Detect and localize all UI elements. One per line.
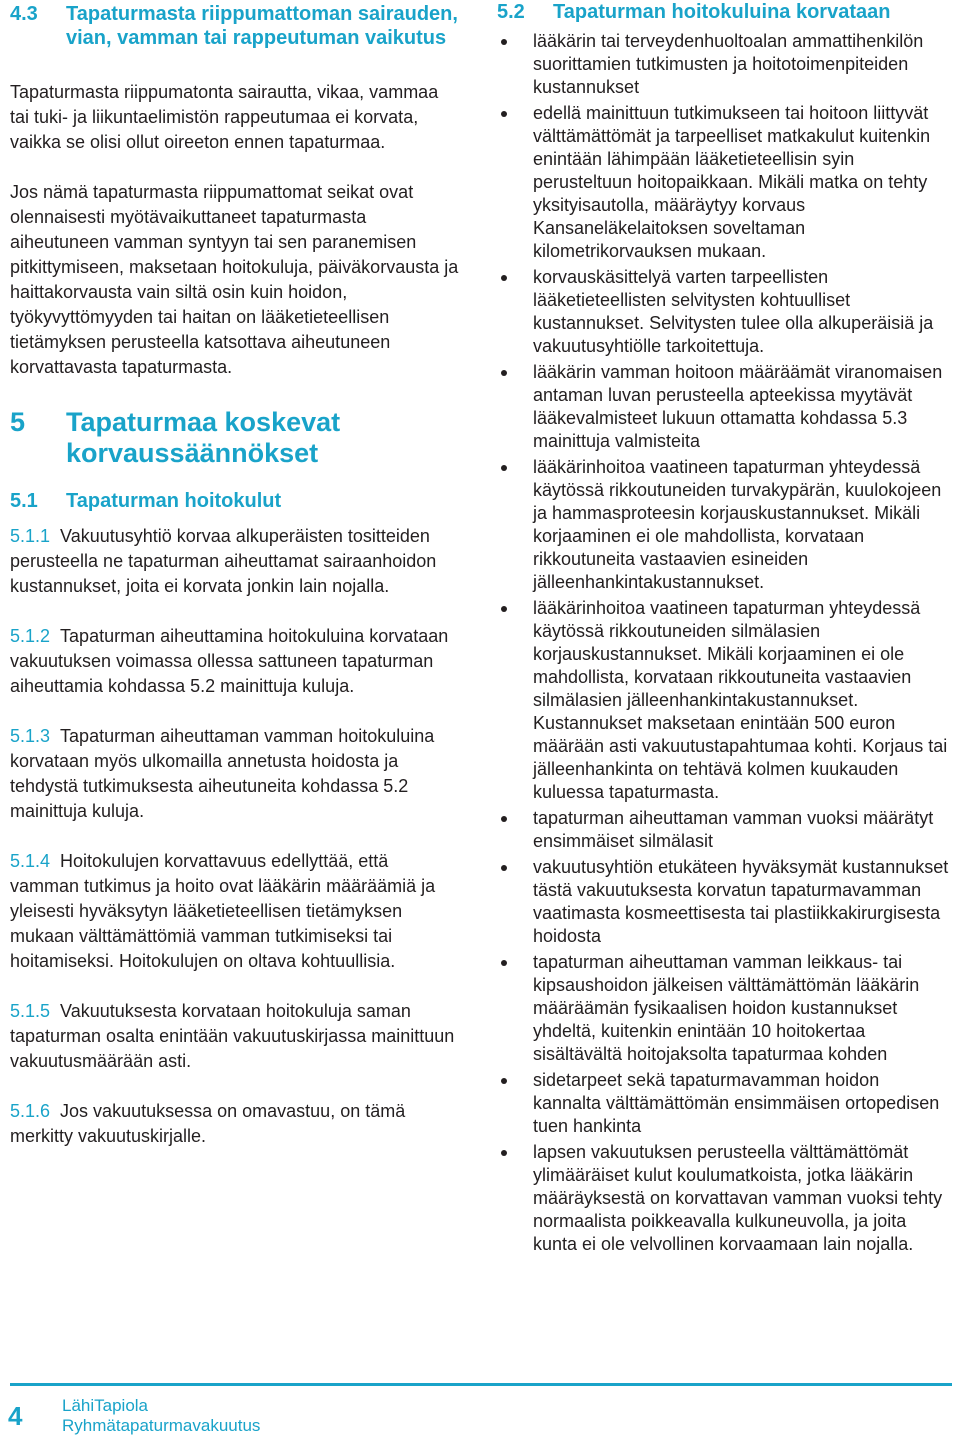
numbered-paragraph	[10, 524, 462, 599]
paragraph-text: Tapaturman aiheuttamina hoitokuluina korvataan vakuutuksen voimassa ollessa sattuneen tapaturman aiheuttamia kohdassa 5.2 mainittuja kuluja.	[10, 626, 449, 696]
left-column	[10, 0, 462, 1149]
bullet-icon	[501, 960, 507, 966]
numbered-paragraph	[10, 724, 462, 824]
brand-name: LähiTapiola	[62, 1396, 149, 1415]
list-item	[497, 951, 952, 1066]
numbered-paragraph	[10, 624, 462, 699]
bullet-icon	[501, 1078, 507, 1084]
list-item-text: tapaturman aiheuttaman vamman vuoksi määrätyt ensimmäiset silmälasit	[533, 808, 934, 851]
bullet-icon	[501, 816, 507, 822]
paragraph-text: Vakuutusyhtiö korvaa alkuperäisten tositteiden perusteella ne tapaturman aiheuttamat sairaanhoidon kustannukset, joita ei korvata jonkin lain nojalla.	[10, 526, 437, 596]
paragraph-number: 5.1.5	[10, 1001, 51, 1021]
section-5-heading	[10, 407, 462, 469]
paragraph-number: 5.1.3	[10, 726, 51, 746]
list-item	[497, 1141, 952, 1256]
bullet-list	[497, 30, 952, 1256]
paragraph-text: Jos vakuutuksessa on omavastuu, on tämä merkitty vakuutuskirjalle.	[10, 1101, 406, 1146]
paragraph-text: Hoitokulujen korvattavuus edellyttää, että vamman tutkimus ja hoito ovat lääkärin määräämiä ja yleisesti hyväksytyn lääketieteellisen tietämyksen mukaan välttämättömiä vamman tutkimiseksi tai hoitamiseksi. Hoitokulujen on oltava kohtuullisia.	[10, 851, 436, 971]
bullet-icon	[501, 39, 507, 45]
section-5-2-heading	[497, 0, 952, 24]
list-item-text: lapsen vakuutuksen perusteella välttämättömät ylimääräiset kulut koulumatkoista, jotka lääkärin määräyksestä on korvattavan vamman vuoksi tehty normaalista poikkeavalla kulkuneuvolla, ja joita kunta ei ole velvollinen korvaamaan lain nojalla.	[533, 1142, 943, 1254]
section-title: Tapaturmasta riippumattoman sairauden, vian, vamman tai rappeutuman vaikutus	[66, 3, 458, 49]
list-item	[497, 361, 952, 453]
bullet-icon	[501, 465, 507, 471]
section-5-1-heading	[10, 489, 462, 514]
list-item	[497, 856, 952, 948]
bullet-icon	[501, 111, 507, 117]
section-number: 4.3	[10, 3, 38, 25]
list-item	[497, 807, 952, 853]
footer-divider	[10, 1383, 952, 1386]
paragraph-text: Vakuutuksesta korvataan hoitokuluja saman tapaturman osalta enintään vakuutuskirjassa mainittuun vakuutusmäärään asti.	[10, 1001, 455, 1071]
section-number: 5	[10, 407, 26, 437]
list-item	[497, 102, 952, 263]
section-title: Tapaturman hoitokuluina korvataan	[553, 1, 891, 23]
paragraph: Jos nämä tapaturmasta riippumattomat seikat ovat olennaisesti myötävaikuttaneet tapaturmasta aiheutuneen vamman syntyyn tai sen paranemisen pitkittymiseen, maksetaan hoitokuluja, päiväkorvausta ja haittakorvausta vain siltä osin kuin hoidon, työkyvyttömyyden tai haitan on lääketieteellisen tietämyksen perusteella katsottava aiheutuneen korvattavasta tapaturmasta.	[10, 182, 459, 377]
bullet-icon	[501, 865, 507, 871]
list-item-text: tapaturman aiheuttaman vamman leikkaus- tai kipsaushoidon jälkeisen välttämättömän lääkärin määräämän fysikaalisen hoidon kustannukset yhdeltä, kuitenkin enintään 10 hoitokertaa sisältävältä hoitojaksolta tapaturmaa kohden	[533, 952, 920, 1064]
section-title: Tapaturman hoitokulut	[66, 490, 282, 512]
list-item-text: vakuutusyhtiön etukäteen hyväksymät kustannukset tästä vakuutuksesta korvatun tapaturmavamman vaatimasta kosmeettisesta tai plastiikkakirurgisesta hoidosta	[533, 857, 949, 946]
bullet-icon	[501, 275, 507, 281]
page-number: 4	[8, 1401, 23, 1431]
list-item	[497, 597, 952, 804]
section-title: Tapaturmaa koskevat korvaussäännökset	[66, 407, 341, 468]
paragraph: Tapaturmasta riippumatonta sairautta, vikaa, vammaa tai tuki- ja liikuntaelimistön rappeutumaa ei korvata, vaikka se olisi ollut oireeton ennen tapaturmaa.	[10, 82, 439, 152]
list-item	[497, 1069, 952, 1138]
list-item-text: lääkärinhoitoa vaatineen tapaturman yhteydessä käytössä rikkoutuneiden silmälasien korjauskustannukset. Mikäli korjaaminen ei ole mahdollista, korvataan rikkoutuneita vastaavien silmälasien jälleenhankintakustannukset. Kustannukset maksetaan enintään 500 euron määrään asti vakuutustapahtumaa kohti. Korjaus tai jälleenhankinta on tehtävä kolmen kuukauden kuluessa tapaturmasta.	[533, 598, 948, 802]
list-item	[497, 456, 952, 594]
bullet-icon	[501, 1150, 507, 1156]
list-item-text: lääkärin tai terveydenhuoltoalan ammattihenkilön suorittamien tutkimusten ja hoitotoimenpiteiden kustannukset	[533, 31, 924, 97]
paragraph-number: 5.1.6	[10, 1101, 51, 1121]
footer-brand	[62, 1396, 260, 1436]
list-item-text: korvauskäsittelyä varten tarpeellisten lääketieteellisten selvitysten kohtuulliset kustannukset. Selvitysten tulee olla alkuperäisiä ja vakuutusyhtiölle tarkoitettuja.	[533, 267, 934, 356]
list-item-text: lääkärinhoitoa vaatineen tapaturman yhteydessä käytössä rikkoutuneiden turvakypärän, kuulokojeen ja hammasproteesin korjauskustannukset. Mikäli korjaaminen ei ole mahdollista, korvataan rikkoutuneita vastaavien esineiden jälleenhankintakustannukset.	[533, 457, 942, 592]
list-item-text: edellä mainittuun tutkimukseen tai hoitoon liittyvät välttämättömät ja tarpeelliset matkakulut kuitenkin enintään lähimpään lääketieteellisin syin perusteltuun hoitopaikkaan. Mikäli matka on tehty yksityisautolla, määräytyy korvaus Kansaneläkelaitoksen soveltaman kilometrikorvauksen mukaan.	[533, 103, 931, 261]
bullet-icon	[501, 370, 507, 376]
numbered-paragraph	[10, 1099, 462, 1149]
list-item-text: sidetarpeet sekä tapaturmavamman hoidon kannalta välttämättömän ensimmäisen ortopedisen tuen hankinta	[533, 1070, 940, 1136]
list-item	[497, 30, 952, 99]
paragraph-number: 5.1.4	[10, 851, 51, 871]
section-number: 5.1	[10, 490, 38, 512]
paragraph-text: Tapaturman aiheuttaman vamman hoitokuluina korvataan myös ulkomailla annetusta hoidosta ja tehdystä tutkimuksesta aiheutuneita kohdassa 5.2 mainittuja kuluja.	[10, 726, 435, 821]
document-name: Ryhmätapaturmavakuutus	[62, 1416, 261, 1435]
paragraph-number: 5.1.1	[10, 526, 51, 546]
numbered-paragraph	[10, 999, 462, 1074]
section-4-3-heading	[10, 2, 462, 50]
list-item	[497, 266, 952, 358]
right-column	[497, 0, 952, 1259]
section-number: 5.2	[497, 1, 525, 23]
list-item-text: lääkärin vamman hoitoon määräämät viranomaisen antaman luvan perusteella apteekissa myytävät lääkevalmisteet lukuun ottamatta kohdassa 5.3 mainittuja valmisteita	[533, 362, 943, 451]
paragraph-number: 5.1.2	[10, 626, 51, 646]
bullet-icon	[501, 606, 507, 612]
numbered-paragraph	[10, 849, 462, 974]
